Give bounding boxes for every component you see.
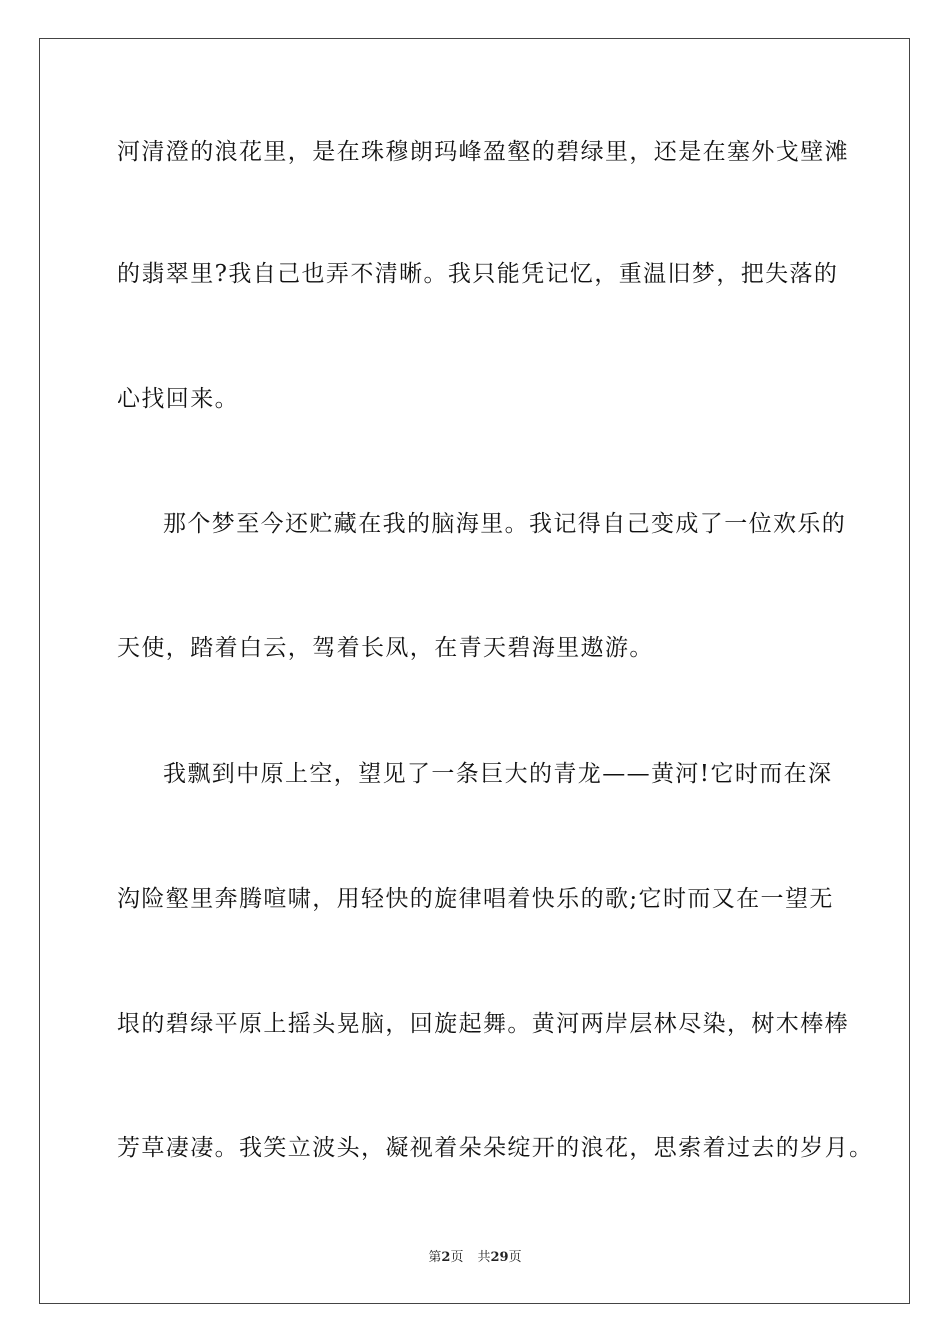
total-suffix: 页 [508, 1250, 522, 1265]
page-number: 2 [441, 1250, 451, 1265]
text-line-9: 芳草凄凄。我笑立波头，凝视着朵朵绽开的浪花，思索着过去的岁月。 [117, 1135, 874, 1161]
text-line-7: 沟险壑里奔腾喧啸，用轻快的旋律唱着快乐的歌;它时而又在一望无 [117, 886, 834, 912]
page-prefix: 第 [428, 1250, 442, 1265]
total-prefix: 共 [477, 1250, 491, 1265]
text-line-4: 那个梦至今还贮藏在我的脑海里。我记得自己变成了一位欢乐的 [163, 511, 847, 537]
text-line-2: 的翡翠里?我自己也弄不清晰。我只能凭记忆，重温旧梦，把失落的 [117, 261, 839, 287]
page-suffix: 页 [450, 1250, 464, 1265]
total-pages: 29 [490, 1250, 509, 1265]
text-line-3: 心找回来。 [117, 386, 239, 412]
text-line-1: 河清澄的浪花里，是在珠穆朗玛峰盈壑的碧绿里，还是在塞外戈壁滩 [117, 139, 849, 165]
page-border [39, 38, 910, 1304]
text-line-6: 我飘到中原上空，望见了一条巨大的青龙——黄河!它时而在深 [163, 761, 833, 787]
text-line-8: 垠的碧绿平原上摇头晃脑，回旋起舞。黄河两岸层林尽染，树木棒棒 [117, 1011, 849, 1037]
text-line-5: 天使，踏着白云，驾着长凤，在青天碧海里遨游。 [117, 635, 654, 661]
page-footer [0, 1246, 950, 1265]
